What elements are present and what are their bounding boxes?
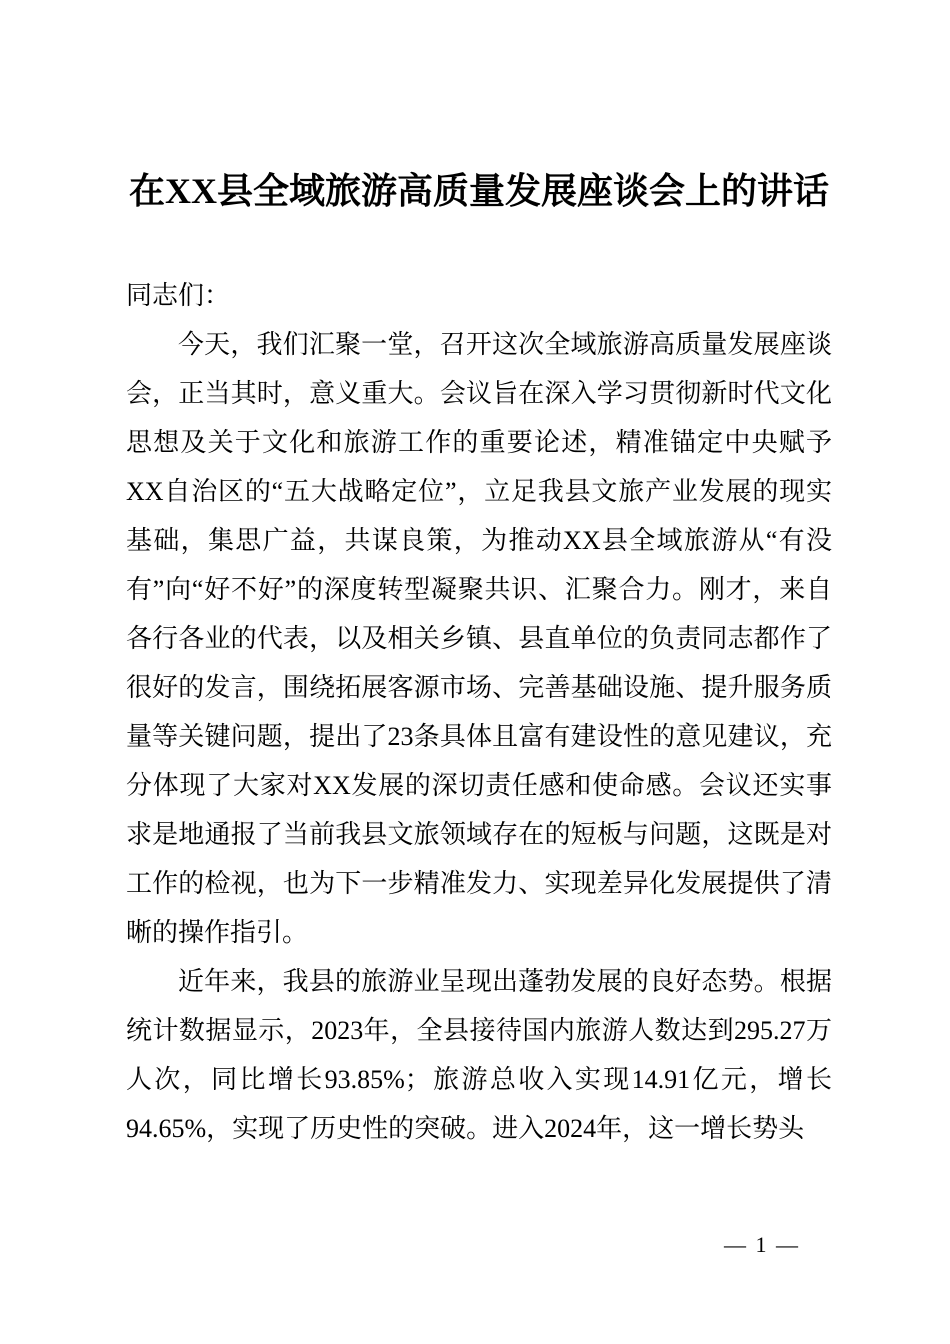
page-number: — 1 — <box>724 1232 800 1257</box>
salutation: 同志们： <box>126 280 231 310</box>
paragraph-1: 今天，我们汇聚一堂，召开这次全域旅游高质量发展座谈会，正当其时，意义重大。会议旨在深入学习贯彻新时代文化思想及关于文化和旅游工作的重要论述，精准锚定中央赋予XX自治区的“五大战略定位”，立足我县文旅产业发展的现实基础，集思广益，共谋良策，为推动XX县全域旅游从“有没有”向“好不好”的深度转型凝聚共识、汇聚合力。刚才，来自各行各业的代表，以及相关乡镇、县直单位的负责同志都作了很好的发言，围绕拓展客源市场、完善基础设施、提升服务质量等关键问题，提出了23条具体且富有建设性的意见建议，充分体现了大家对XX发展的深切责任感和使命感。会议还实事求是地通报了当前我县文旅领域存在的短板与问题，这既是对工作的检视，也为下一步精准发力、实现差异化发展提供了清晰的操作指引。 <box>126 329 832 947</box>
paragraph-2: 近年来，我县的旅游业呈现出蓬勃发展的良好态势。根据统计数据显示，2023年，全县接待国内旅游人数达到295.27万人次，同比增长93.85%；旅游总收入实现14.91亿元，增长94.65%，实现了历史性的突破。进入2024年，这一增长势头 <box>126 966 832 1143</box>
document-title: 在XX县全域旅游高质量发展座谈会上的讲话 <box>129 171 829 211</box>
document-body <box>126 271 832 1153</box>
